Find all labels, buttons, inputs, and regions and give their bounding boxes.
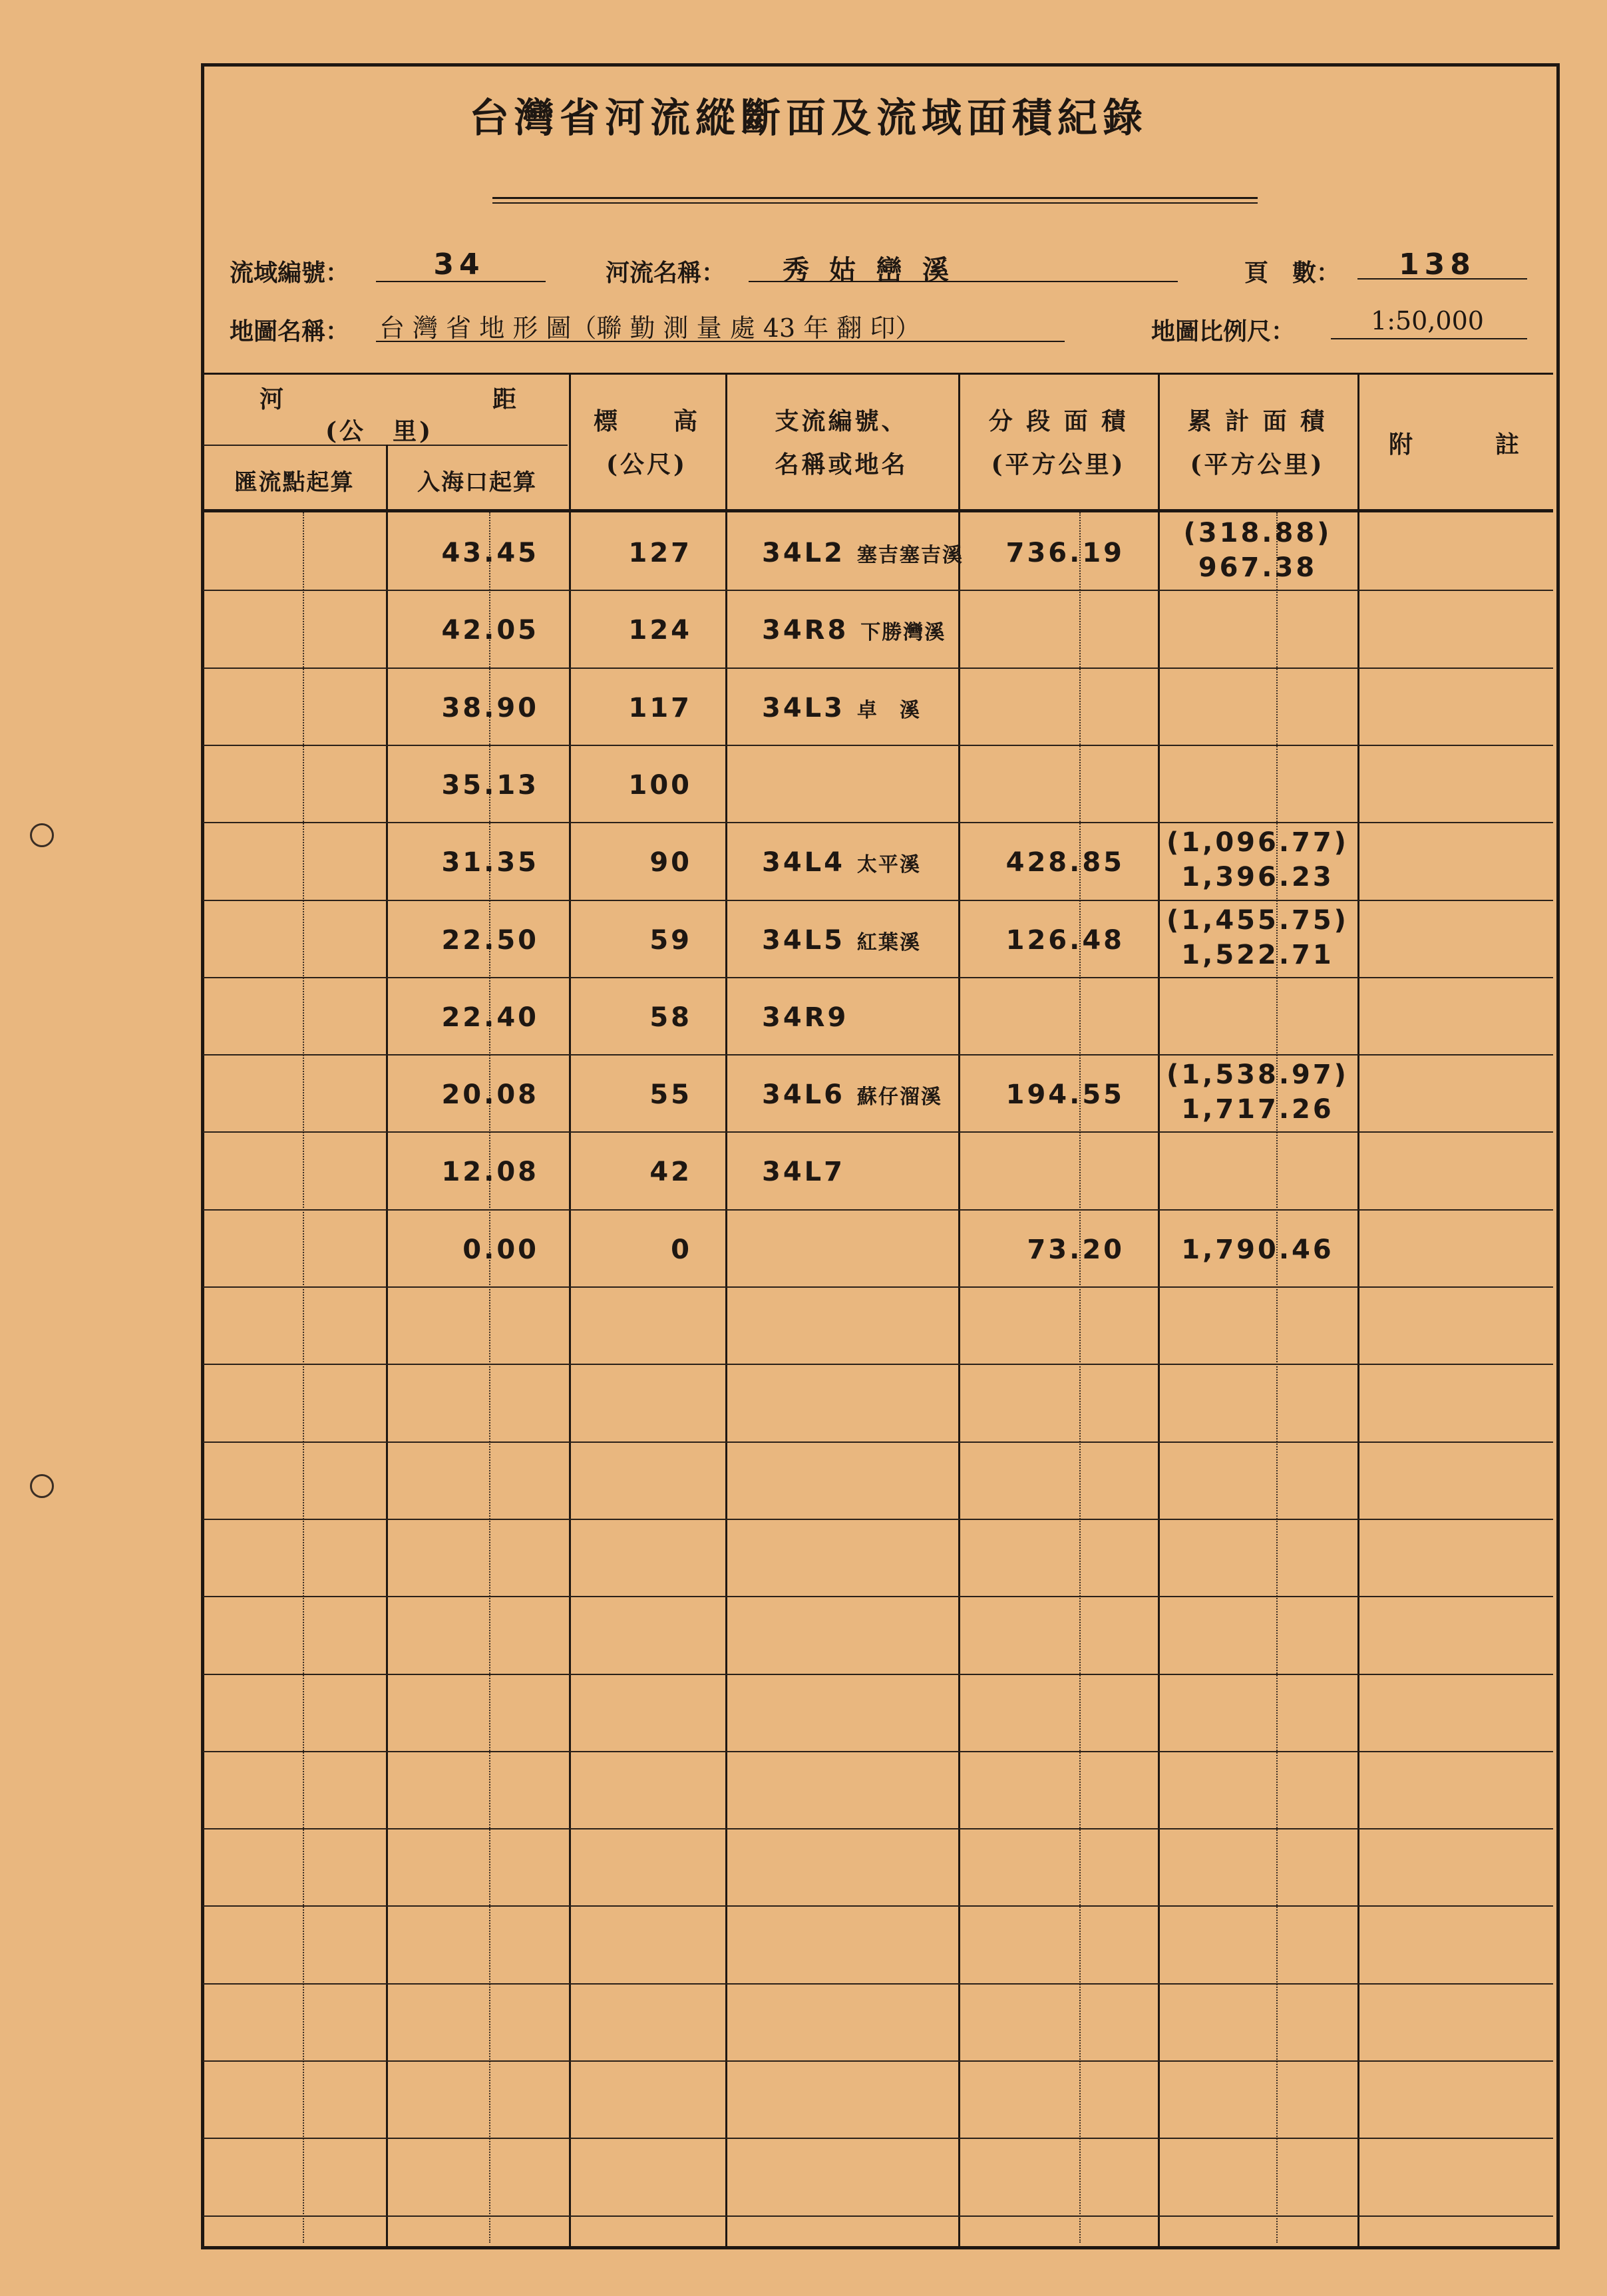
tributary-entry	[762, 615, 946, 646]
row-line	[203, 1209, 1553, 1211]
header-distance-right: 距	[492, 385, 519, 413]
elevation-value: 127	[628, 538, 692, 568]
header-from-confluence: 匯流點起算	[234, 469, 355, 496]
distance-from-mouth: 22.50	[441, 925, 539, 956]
row-line	[203, 745, 1553, 746]
cumulative-area: 1,717.26	[1181, 1094, 1334, 1125]
cumulative-area-before: (1,538.97)	[1166, 1059, 1349, 1090]
page-no-value: 138	[1399, 248, 1476, 282]
header-cumulative-area: 累 計 面 積	[1187, 407, 1328, 435]
row-line	[203, 1983, 1553, 1985]
tributary-code: 34R9	[762, 1002, 849, 1033]
row-line	[203, 900, 1553, 901]
header-from-mouth: 入海口起算	[417, 469, 537, 496]
river-name-label: 河流名稱：	[606, 259, 726, 287]
row-line	[203, 1364, 1553, 1365]
segment-area: 126.48	[1005, 925, 1125, 956]
tributary-entry	[762, 538, 964, 568]
header-elevation: 標 高	[593, 407, 700, 435]
tributary-code: 34L7	[762, 1157, 845, 1187]
tributary-entry	[762, 925, 921, 956]
row-line	[203, 1131, 1553, 1133]
form-title: 台灣省河流縱斷面及流域面積紀錄	[469, 95, 1148, 142]
header-segment-area: 分 段 面 積	[988, 407, 1129, 435]
distance-from-mouth: 0.00	[462, 1235, 539, 1265]
row-line	[203, 1751, 1553, 1752]
column-line	[958, 373, 960, 2246]
distance-from-mouth: 22.40	[441, 1002, 539, 1033]
tributary-name: 太平溪	[856, 853, 921, 876]
scale-underline	[1331, 338, 1527, 339]
row-line	[203, 2138, 1553, 2139]
elevation-value: 42	[649, 1157, 692, 1187]
row-line	[203, 1596, 1553, 1597]
row-line	[203, 2060, 1553, 2062]
cumulative-area-before: (1,096.77)	[1166, 827, 1349, 858]
header-tributary-2: 名稱或地名	[775, 451, 908, 478]
cumulative-area: 967.38	[1198, 552, 1318, 583]
distance-from-mouth: 12.08	[441, 1157, 539, 1187]
tributary-name: 紅葉溪	[856, 931, 921, 954]
header-tributary: 支流編號、	[775, 407, 908, 435]
scale-label: 地圖比例尺：	[1151, 317, 1296, 345]
row-line	[203, 1054, 1553, 1055]
cumulative-area-before: (318.88)	[1183, 518, 1332, 548]
row-line	[203, 1519, 1553, 1520]
cumulative-area: 1,522.71	[1181, 940, 1334, 970]
tributary-name: 卓 溪	[856, 699, 921, 722]
row-line	[203, 1828, 1553, 1829]
row-line	[203, 590, 1553, 591]
elevation-value: 117	[628, 693, 692, 723]
tributary-entry	[762, 693, 921, 723]
elevation-value: 59	[649, 925, 692, 956]
column-line	[386, 445, 388, 2246]
map-name-label: 地圖名稱：	[230, 317, 350, 345]
basin-no-label: 流域編號：	[230, 259, 350, 287]
row-line	[203, 2215, 1553, 2217]
basin-no-underline	[376, 281, 546, 282]
cumulative-area-before: (1,455.75)	[1166, 905, 1349, 936]
segment-area: 736.19	[1005, 538, 1125, 568]
row-line	[203, 1441, 1553, 1443]
page-label: 頁 數：	[1244, 259, 1341, 287]
map-name-underline	[376, 341, 1065, 342]
title-underline	[492, 197, 1258, 199]
elevation-value: 55	[649, 1079, 692, 1110]
tributary-entry	[762, 1002, 848, 1033]
row-line	[203, 1674, 1553, 1675]
distance-from-mouth: 20.08	[441, 1079, 539, 1110]
segment-area: 194.55	[1005, 1079, 1125, 1110]
distance-from-mouth: 38.90	[441, 693, 539, 723]
column-line	[1158, 373, 1160, 2246]
column-line	[725, 373, 727, 2246]
distance-from-mouth: 43.45	[441, 538, 539, 568]
column-line	[1357, 373, 1359, 2246]
binder-hole-bottom	[30, 1474, 54, 1498]
header-distance-left: 河	[259, 385, 286, 413]
distance-from-mouth: 31.35	[441, 847, 539, 878]
row-line	[203, 1286, 1553, 1288]
tributary-entry	[762, 1079, 942, 1110]
tributary-name: 塞吉塞吉溪	[856, 544, 964, 567]
header-distance-unit: (公 里)	[325, 417, 434, 445]
column-line	[569, 373, 571, 2246]
elevation-value: 0	[671, 1235, 692, 1265]
tributary-code: 34L5	[762, 925, 857, 956]
row-line	[203, 1905, 1553, 1907]
cumulative-area: 1,396.23	[1181, 862, 1334, 892]
scale-value: 1:50,000	[1371, 306, 1484, 335]
map-name-value: 台 灣 省 地 形 圖（聯 勤 測 量 處 43 年 翻 印）	[379, 313, 921, 343]
tributary-code: 34L6	[762, 1079, 857, 1110]
tributary-entry	[762, 847, 921, 878]
tributary-name: 下勝灣溪	[860, 621, 946, 644]
segment-area: 73.20	[1027, 1235, 1125, 1265]
elevation-value: 100	[628, 770, 692, 801]
elevation-value: 124	[628, 615, 692, 646]
tributary-code: 34R8	[762, 615, 861, 646]
river-name-value: 秀 姑 巒 溪	[783, 254, 954, 286]
binder-hole-top	[30, 823, 54, 847]
tributary-entry	[762, 1157, 845, 1187]
header-bottom-line	[203, 509, 1553, 512]
cumulative-area: 1,790.46	[1181, 1235, 1334, 1265]
basin-no-value: 34	[433, 248, 485, 282]
segment-area: 428.85	[1005, 847, 1125, 878]
title-underline-2	[492, 202, 1258, 204]
tributary-name: 蘇仔溜溪	[856, 1085, 942, 1109]
elevation-value: 58	[649, 1002, 692, 1033]
header-segment-area-unit: (平方公里)	[991, 451, 1126, 478]
header-cumulative-area-unit: (平方公里)	[1190, 451, 1325, 478]
row-line	[203, 668, 1553, 669]
page-no-underline	[1357, 278, 1527, 280]
row-line	[203, 977, 1553, 978]
tributary-code: 34L3	[762, 693, 857, 723]
header-remarks: 附 註	[1388, 431, 1522, 459]
header-elevation-unit: (公尺)	[606, 451, 688, 478]
tributary-code: 34L2	[762, 538, 857, 568]
river-name-underline	[749, 281, 1178, 282]
tributary-code: 34L4	[762, 847, 857, 878]
distance-from-mouth: 42.05	[441, 615, 539, 646]
elevation-value: 90	[649, 847, 692, 878]
distance-from-mouth: 35.13	[441, 770, 539, 801]
table-top-line	[203, 373, 1553, 375]
row-line	[203, 822, 1553, 823]
